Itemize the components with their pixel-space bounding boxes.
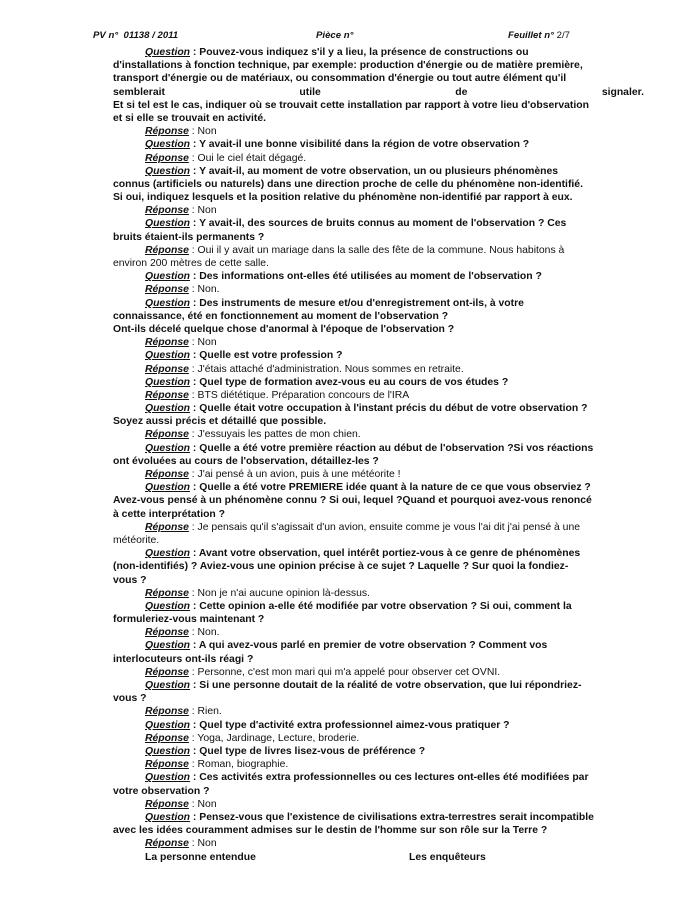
- piece-number-header: Pièce n°: [316, 30, 354, 41]
- text-line: ont évoluées au cours de l'observation, détaillez-les ?: [113, 455, 379, 467]
- answer-line: Réponse : Oui il y avait un mariage dans la salle des fête de la commune. Nous habitons à: [145, 244, 565, 256]
- question-line: Question : Quelle est votre profession ?: [145, 350, 343, 362]
- text-line: avec les idées couramment admises sur le destin de l'homme sur son rôle sur la Terre ?: [113, 825, 548, 837]
- text-line: Ont-ils décelé quelque chose d'anormal à l'époque de l'observation ?: [113, 323, 455, 335]
- text-line: votre observation ?: [113, 785, 210, 797]
- question-line: Question : Quelle a été votre PREMIERE idée quant à la nature de ce que vous observiez ?: [145, 482, 591, 494]
- answer-line: Réponse : BTS diététique. Préparation concours de l'IRA: [145, 389, 410, 401]
- question-line: Question : A qui avez-vous parlé en premier de votre observation ? Comment vos: [145, 640, 548, 652]
- text-line: transport d'énergie ou de matériaux, ou consommation d'énergie ou tout autre élément qu'il: [113, 73, 567, 85]
- question-line: Question : Pouvez-vous indiquez s'il y a lieu, la présence de constructions ou: [145, 47, 529, 58]
- answer-line: Réponse : Personne, c'est mon mari qui m'a appelé pour observer cet OVNI.: [145, 666, 501, 678]
- answer-line: Réponse : Non je n'ai aucune opinion là-dessus.: [145, 587, 370, 599]
- answer-line: Réponse : Non: [145, 205, 217, 217]
- answer-line: Réponse : J'étais attaché d'administration. Nous sommes en retraite.: [145, 363, 464, 375]
- answer-line: Réponse : J'essuyais les pattes de mon chien.: [145, 429, 361, 441]
- answer-line: Réponse : Non.: [145, 627, 220, 639]
- question-line: Question : Si une personne doutait de la réalité de votre observation, que lui répondriez-: [145, 680, 582, 691]
- text-line: et si elle se trouvait en activité.: [113, 112, 267, 124]
- text-line: vous ?: [113, 574, 147, 586]
- text-line: bruits étaient-ils permanents ?: [113, 231, 265, 243]
- answer-line: Réponse : Yoga, Jardinage, Lecture, broderie.: [145, 732, 360, 744]
- text-line: connus (artificiels ou naturels) dans une direction proche de celle du phénomène non-identifié.: [113, 178, 583, 190]
- answer-line: Réponse : Oui le ciel était dégagé.: [145, 152, 307, 164]
- question-line: Question : Quelle a été votre première réaction au début de l'observation ?Si vos réactions: [145, 442, 594, 454]
- text-line: Et si tel est le cas, indiquer où se trouvait cette installation par rapport à votre lieu d'observation: [113, 99, 589, 111]
- question-line: Question : Y avait-il, au moment de votre observation, un ou plusieurs phénomènes: [145, 165, 559, 177]
- text-line: Avez-vous pensé à un phénomène connu ? Si oui, lequel ?Quand et pourquoi avez-vous renoncé: [113, 495, 592, 507]
- text-line: Soyez aussi précis et détaillé que possible.: [113, 416, 327, 428]
- question-line: Question : Y avait-il, des sources de bruits connus au moment de l'observation ? Ces: [145, 218, 567, 230]
- text-line: interlocuteurs ont-ils réagi ?: [113, 653, 254, 665]
- question-line: Question : Y avait-il une bonne visibilité dans la région de votre observation ?: [145, 139, 530, 151]
- signature-investigators: Les enquêteurs: [409, 852, 486, 864]
- answer-line: Réponse : Non: [145, 126, 217, 138]
- answer-line: Réponse : Roman, biographie.: [145, 759, 289, 771]
- question-line: Question : Quelle était votre occupation à l'instant précis du début de votre observation ?: [145, 403, 588, 415]
- question-line: Question : Quel type de formation avez-vous eu au cours de vos études ?: [145, 376, 509, 388]
- text-line: Si oui, indiquez lesquels et la position relative du phénomène non-identifié par rapport à eux.: [113, 192, 573, 204]
- question-line: Question : Pensez-vous que l'existence de civilisations extra-terrestres serait incompatible: [145, 811, 594, 823]
- text-line: à cette interprétation ?: [113, 508, 226, 520]
- text-line: semblerait utile de signaler.: [113, 86, 644, 98]
- question-line: Question : Cette opinion a-elle été modifiée par votre observation ? Si oui, comment la: [145, 600, 572, 612]
- question-line: Question : Quel type de livres lisez-vous de préférence ?: [145, 745, 426, 757]
- question-line: Question : Des informations ont-elles été utilisées au moment de l'observation ?: [145, 271, 542, 283]
- feuillet-header: Feuillet n° 2/7: [508, 30, 570, 41]
- text-line: environ 200 mètres de cette salle.: [113, 258, 269, 269]
- text-line: vous ?: [113, 693, 147, 705]
- text-line: formuleriez-vous maintenant ?: [113, 614, 265, 626]
- question-line: Question : Ces activités extra professionnelles ou ces lectures ont-elles été modifiées par: [145, 772, 589, 784]
- answer-line: Réponse : J'ai pensé à un avion, puis à une météorite !: [145, 469, 401, 480]
- text-line: météorite.: [113, 534, 160, 546]
- answer-line: Réponse : Je pensais qu'il s'agissait d'un avion, ensuite comme je vous l'ai dit j'ai pensé à une: [145, 521, 581, 533]
- question-line: Question : Des instruments de mesure et/ou d'enregistrement ont-ils, à votre: [145, 297, 524, 309]
- interview-transcript: [113, 46, 644, 865]
- signature-row: [113, 851, 644, 865]
- answer-line: Réponse : Non: [145, 337, 217, 349]
- question-line: Question : Quel type d'activité extra professionnel aimez-vous pratiquer ?: [145, 719, 510, 731]
- text-line: (non-identifiés) ? Aviez-vous une opinion précise à ce sujet ? Laquelle ? Sur quoi la fondiez-: [113, 561, 569, 573]
- question-line: Question : Avant votre observation, quel intérêt portiez-vous à ce genre de phénomènes: [145, 548, 581, 560]
- pv-number-header: PV n° 01138 / 2011: [93, 30, 179, 41]
- answer-line: Réponse : Non: [145, 838, 217, 850]
- answer-line: Réponse : Rien.: [145, 706, 222, 718]
- text-line: d'installations à fonction technique, par exemple: production d'énergie ou de matière première,: [113, 60, 583, 72]
- text-line: connaissance, été en fonctionnement au moment de l'observation ?: [113, 310, 449, 322]
- answer-line: Réponse : Non.: [145, 284, 220, 296]
- answer-line: Réponse : Non: [145, 798, 217, 810]
- signature-interviewee: La personne entendue: [145, 852, 256, 864]
